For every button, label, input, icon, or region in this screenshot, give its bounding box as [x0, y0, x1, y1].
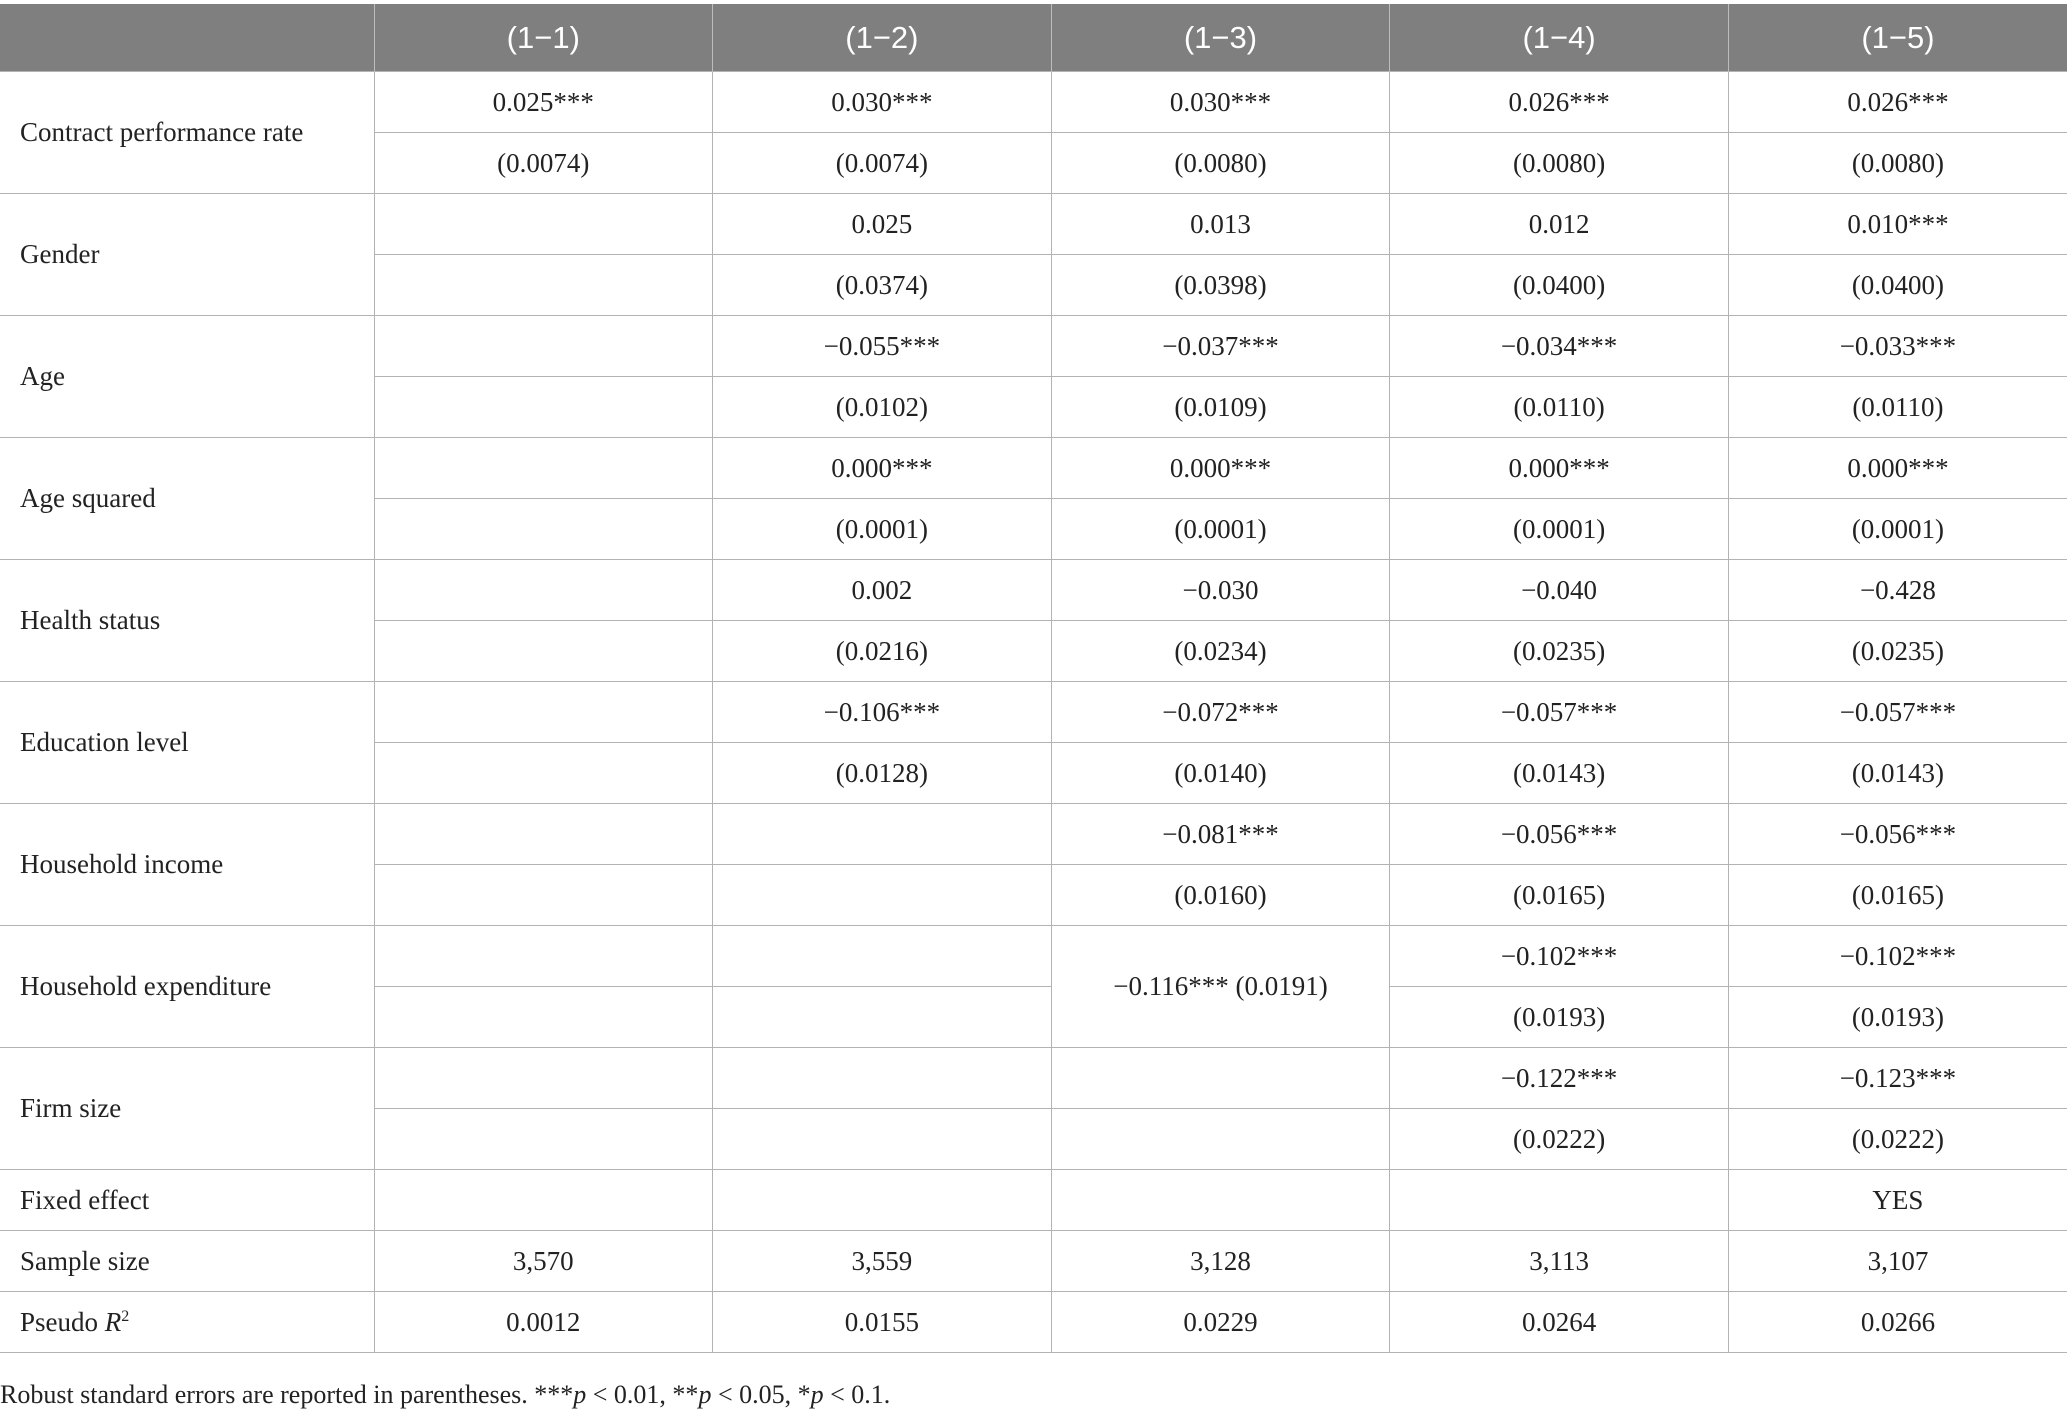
coefficient-cell [374, 1048, 713, 1109]
coefficient-cell [374, 682, 713, 743]
table-footnote [0, 1380, 890, 1410]
row-label: Household expenditure [0, 926, 374, 1048]
standard-error-cell: (0.0080) [1728, 133, 2067, 194]
coefficient-cell: 0.010*** [1728, 194, 2067, 255]
table-row-coef [0, 72, 2067, 133]
coefficient-cell [374, 926, 713, 987]
standard-error-cell [374, 377, 713, 438]
header-row [0, 4, 2067, 72]
footnote-p-2: p [698, 1380, 712, 1409]
footnote-p-1: p [573, 1380, 587, 1409]
standard-error-cell: (0.0110) [1390, 377, 1729, 438]
standard-error-cell: (0.0374) [713, 255, 1052, 316]
row-label: Firm size [0, 1048, 374, 1170]
standard-error-cell: (0.0235) [1728, 621, 2067, 682]
standard-error-cell: (0.0143) [1728, 743, 2067, 804]
coefficient-cell [374, 438, 713, 499]
coefficient-cell: −0.102*** [1390, 926, 1729, 987]
standard-error-cell: (0.0143) [1390, 743, 1729, 804]
standard-error-cell: (0.0398) [1051, 255, 1390, 316]
row-label: Fixed effect [0, 1170, 374, 1231]
standard-error-cell [713, 865, 1052, 926]
coefficient-cell: 0.013 [1051, 194, 1390, 255]
standard-error-cell: (0.0234) [1051, 621, 1390, 682]
standard-error-cell: (0.0102) [713, 377, 1052, 438]
standard-error-cell: (0.0235) [1390, 621, 1729, 682]
row-label: Education level [0, 682, 374, 804]
standard-error-cell: (0.0109) [1051, 377, 1390, 438]
standard-error-cell [713, 1109, 1052, 1170]
standard-error-cell [374, 743, 713, 804]
coefficient-cell: −0.037*** [1051, 316, 1390, 377]
coefficient-cell [374, 560, 713, 621]
standard-error-cell [374, 1109, 713, 1170]
standard-error-cell: (0.0074) [713, 133, 1052, 194]
header-cell-model-1: (1−1) [374, 4, 713, 72]
coefficient-cell: −0.030 [1051, 560, 1390, 621]
regression-table [0, 4, 2067, 1353]
coefficient-cell: −0.055*** [713, 316, 1052, 377]
standard-error-cell: (0.0216) [713, 621, 1052, 682]
header-cell-model-3: (1−3) [1051, 4, 1390, 72]
coefficient-cell: −0.122*** [1390, 1048, 1729, 1109]
standard-error-cell: (0.0128) [713, 743, 1052, 804]
row-label: Contract performance rate [0, 72, 374, 194]
footnote-lead: Robust standard errors are reported in parentheses. [0, 1380, 535, 1409]
table-row-coef [0, 316, 2067, 377]
standard-error-cell: (0.0080) [1390, 133, 1729, 194]
table-row-summary [0, 1292, 2067, 1353]
coefficient-cell: −0.040 [1390, 560, 1729, 621]
summary-value-cell: 3,570 [374, 1231, 713, 1292]
coefficient-cell: −0.057*** [1728, 682, 2067, 743]
standard-error-cell [713, 987, 1052, 1048]
standard-error-cell: (0.0001) [1051, 499, 1390, 560]
row-label: Sample size [0, 1231, 374, 1292]
table-row-coef [0, 804, 2067, 865]
coefficient-cell: −0.056*** [1390, 804, 1729, 865]
standard-error-cell: (0.0001) [713, 499, 1052, 560]
standard-error-cell: (0.0400) [1390, 255, 1729, 316]
table-row-coef [0, 682, 2067, 743]
standard-error-cell: (0.0160) [1051, 865, 1390, 926]
summary-value-cell: 0.0155 [713, 1292, 1052, 1353]
r-symbol: R [104, 1306, 122, 1337]
table-row-coef [0, 194, 2067, 255]
summary-value-cell: 0.0264 [1390, 1292, 1729, 1353]
standard-error-cell: (0.0001) [1390, 499, 1729, 560]
standard-error-cell: (0.0193) [1728, 987, 2067, 1048]
table-row-summary [0, 1170, 2067, 1231]
coefficient-cell: 0.000*** [1051, 438, 1390, 499]
coefficient-cell: 0.000*** [1728, 438, 2067, 499]
coefficient-cell [713, 926, 1052, 987]
row-label: Health status [0, 560, 374, 682]
coefficient-cell [374, 194, 713, 255]
standard-error-cell: (0.0222) [1390, 1109, 1729, 1170]
summary-value-cell [713, 1170, 1052, 1231]
summary-value-cell [1051, 1170, 1390, 1231]
coefficient-cell: 0.002 [713, 560, 1052, 621]
coefficient-cell: −0.428 [1728, 560, 2067, 621]
table-row-coef [0, 560, 2067, 621]
coefficient-cell: 0.026*** [1390, 72, 1729, 133]
standard-error-cell [374, 621, 713, 682]
summary-value-cell [374, 1170, 713, 1231]
coefficient-cell [374, 316, 713, 377]
coefficient-cell: −0.102*** [1728, 926, 2067, 987]
summary-value-cell: 3,113 [1390, 1231, 1729, 1292]
standard-error-cell: (0.0001) [1728, 499, 2067, 560]
coefficient-cell: −0.106*** [713, 682, 1052, 743]
header-cell-model-2: (1−2) [713, 4, 1052, 72]
table-row-coef [0, 926, 2067, 987]
footnote-stars-1: *** [534, 1380, 574, 1409]
coefficient-cell: 0.000*** [1390, 438, 1729, 499]
table-row-coef [0, 1048, 2067, 1109]
row-label: Household income [0, 804, 374, 926]
standard-error-cell: (0.0400) [1728, 255, 2067, 316]
coefficient-cell [1051, 1048, 1390, 1109]
coefficient-cell: 0.030*** [1051, 72, 1390, 133]
row-label: Age squared [0, 438, 374, 560]
summary-value-cell: 0.0229 [1051, 1292, 1390, 1353]
coefficient-cell: −0.033*** [1728, 316, 2067, 377]
standard-error-cell: (0.0110) [1728, 377, 2067, 438]
standard-error-cell: (0.0140) [1051, 743, 1390, 804]
coefficient-cell: 0.000*** [713, 438, 1052, 499]
coefficient-cell [713, 1048, 1052, 1109]
standard-error-cell: (0.0165) [1390, 865, 1729, 926]
standard-error-cell [374, 499, 713, 560]
standard-error-cell: (0.0193) [1390, 987, 1729, 1048]
coefficient-cell: −0.072*** [1051, 682, 1390, 743]
summary-value-cell: 0.0012 [374, 1292, 713, 1353]
row-label: Age [0, 316, 374, 438]
coefficient-cell: −0.056*** [1728, 804, 2067, 865]
table-body [0, 72, 2067, 1353]
coefficient-cell: 0.025*** [374, 72, 713, 133]
standard-error-cell [374, 255, 713, 316]
header-cell-model-4: (1−4) [1390, 4, 1729, 72]
coefficient-cell: −0.123*** [1728, 1048, 2067, 1109]
coefficient-cell [713, 804, 1052, 865]
coefficient-cell: 0.012 [1390, 194, 1729, 255]
footnote-threshold-3: < 0.1. [823, 1380, 891, 1409]
summary-value-cell: 3,128 [1051, 1231, 1390, 1292]
coefficient-cell: −0.081*** [1051, 804, 1390, 865]
standard-error-cell: (0.0080) [1051, 133, 1390, 194]
summary-value-cell: 3,559 [713, 1231, 1052, 1292]
standard-error-cell: (0.0074) [374, 133, 713, 194]
coefficient-cell [374, 804, 713, 865]
row-label: Gender [0, 194, 374, 316]
footnote-p-3: p [810, 1380, 824, 1409]
footnote-threshold-2: < 0.05, * [711, 1380, 811, 1409]
row-label [0, 1292, 374, 1353]
footnote-threshold-1: < 0.01, ** [586, 1380, 699, 1409]
summary-value-cell: 0.0266 [1728, 1292, 2067, 1353]
header-cell-model-5: (1−5) [1728, 4, 2067, 72]
coefficient-cell: −0.034*** [1390, 316, 1729, 377]
coefficient-cell: 0.030*** [713, 72, 1052, 133]
merged-estimate-cell: −0.116*** (0.0191) [1051, 926, 1390, 1048]
summary-value-cell [1390, 1170, 1729, 1231]
coefficient-cell: 0.025 [713, 194, 1052, 255]
standard-error-cell: (0.0165) [1728, 865, 2067, 926]
standard-error-cell [374, 987, 713, 1048]
coefficient-cell: 0.026*** [1728, 72, 2067, 133]
summary-value-cell: YES [1728, 1170, 2067, 1231]
standard-error-cell [1051, 1109, 1390, 1170]
standard-error-cell [374, 865, 713, 926]
squared-superscript: 2 [121, 1307, 130, 1325]
standard-error-cell: (0.0222) [1728, 1109, 2067, 1170]
coefficient-cell: −0.057*** [1390, 682, 1729, 743]
table-row-coef [0, 438, 2067, 499]
header-cell-blank [0, 4, 374, 72]
table-row-summary [0, 1231, 2067, 1292]
summary-value-cell: 3,107 [1728, 1231, 2067, 1292]
pseudo-label: Pseudo [20, 1306, 105, 1337]
